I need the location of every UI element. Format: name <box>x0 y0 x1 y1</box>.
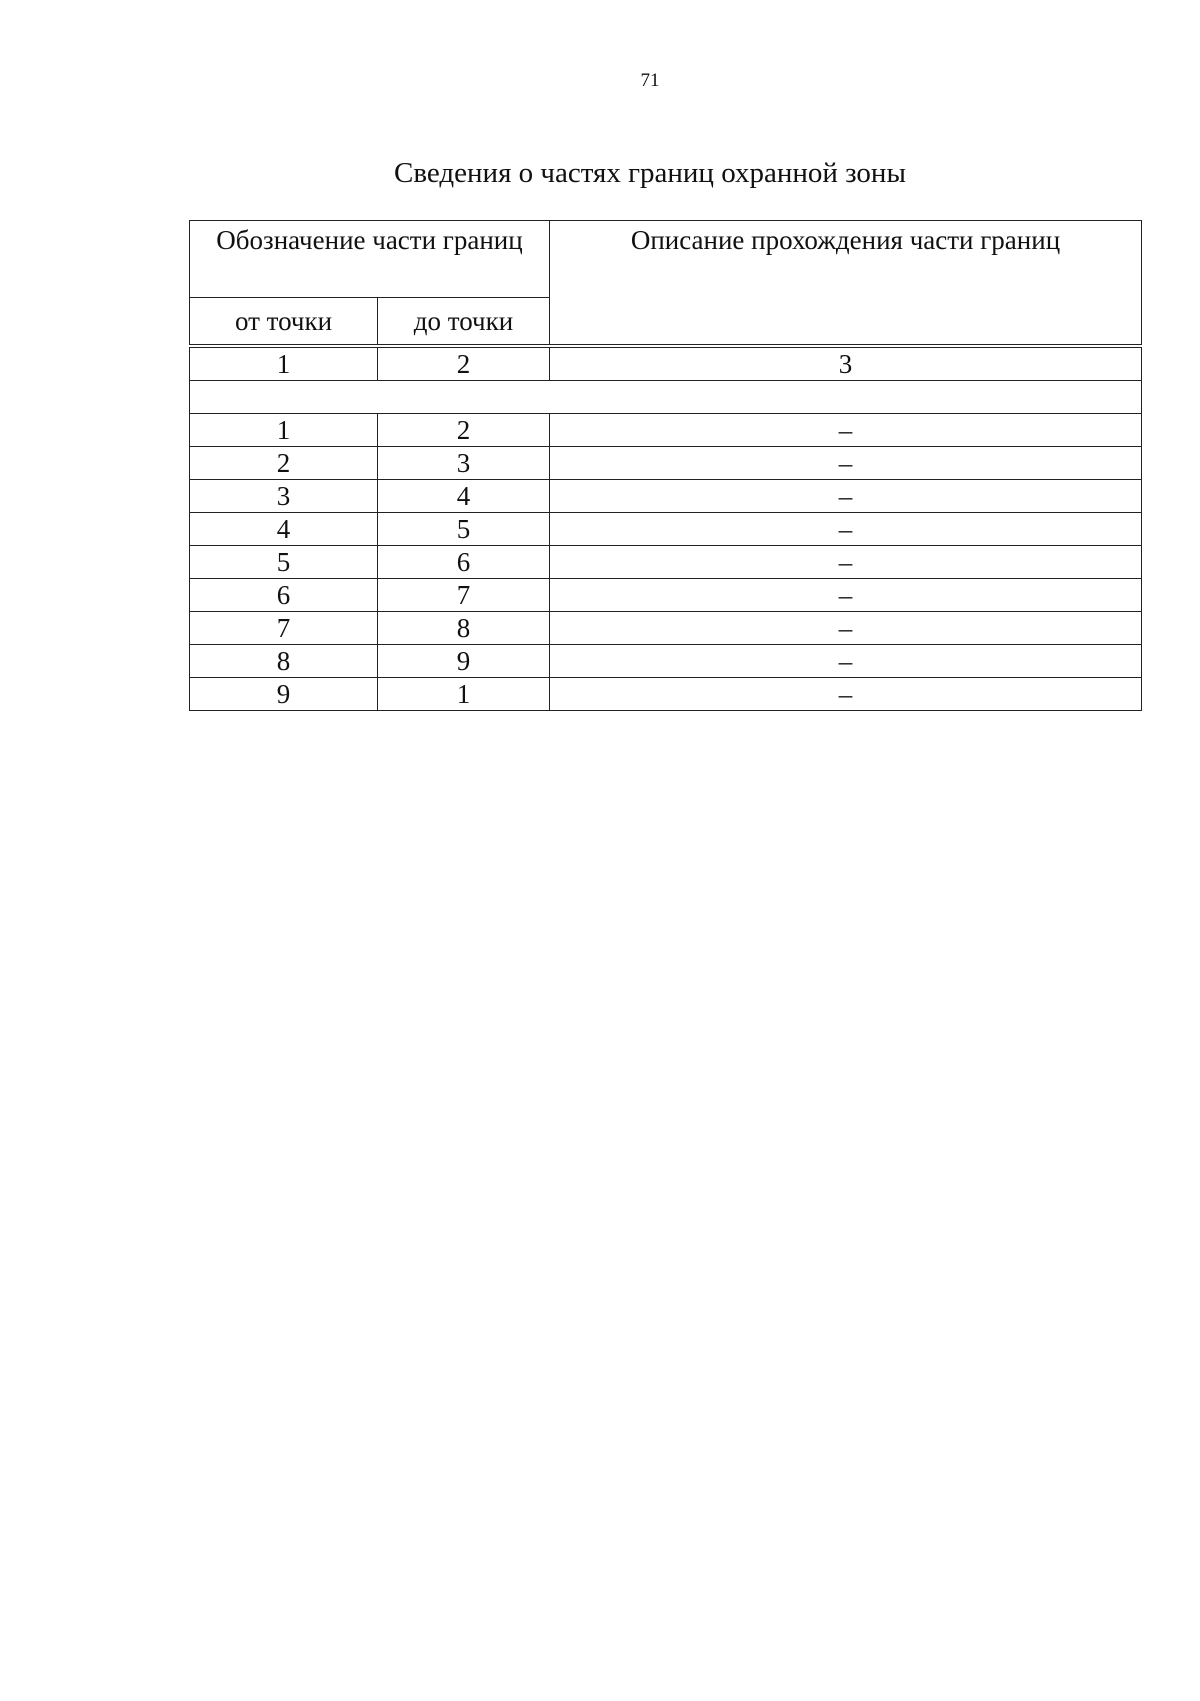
description-cell: – <box>550 414 1142 447</box>
table-row <box>190 678 1142 711</box>
column-number-cell: 1 <box>190 348 378 381</box>
from-point-cell: 9 <box>190 678 378 711</box>
description-cell: – <box>550 579 1142 612</box>
to-point-cell: 4 <box>378 480 550 513</box>
table-row <box>190 612 1142 645</box>
to-point-cell: 3 <box>378 447 550 480</box>
section-cell <box>190 381 1142 414</box>
table-row <box>190 447 1142 480</box>
table-row <box>190 414 1142 447</box>
to-point-cell: 8 <box>378 612 550 645</box>
to-point-cell: 7 <box>378 579 550 612</box>
table-row <box>190 513 1142 546</box>
from-point-cell: 8 <box>190 645 378 678</box>
page-number: 71 <box>640 70 660 91</box>
description-header: Описание прохождения части границ <box>550 221 1142 345</box>
from-point-cell: 6 <box>190 579 378 612</box>
column-number-row <box>190 348 1142 381</box>
from-point-cell: 3 <box>190 480 378 513</box>
table-row <box>190 546 1142 579</box>
from-point-cell: 1 <box>190 414 378 447</box>
description-cell: – <box>550 480 1142 513</box>
table-row <box>190 480 1142 513</box>
document-title: Сведения о частях границ охранной зоны <box>394 157 906 189</box>
from-point-cell: 4 <box>190 513 378 546</box>
to-point-header: до точки <box>378 298 550 345</box>
description-cell: – <box>550 678 1142 711</box>
to-point-cell: 2 <box>378 414 550 447</box>
table-row <box>190 645 1142 678</box>
table-header-row <box>190 221 1142 298</box>
table-body <box>190 414 1142 711</box>
description-cell: – <box>550 645 1142 678</box>
from-point-cell: 2 <box>190 447 378 480</box>
description-cell: – <box>550 447 1142 480</box>
designation-header: Обозначение части границ <box>190 221 550 298</box>
from-point-cell: 5 <box>190 546 378 579</box>
to-point-cell: 9 <box>378 645 550 678</box>
description-cell: – <box>550 546 1142 579</box>
from-point-cell: 7 <box>190 612 378 645</box>
from-point-header: от точки <box>190 298 378 345</box>
column-number-cell: 2 <box>378 348 550 381</box>
description-cell: – <box>550 513 1142 546</box>
to-point-cell: 1 <box>378 678 550 711</box>
section-row <box>190 381 1142 414</box>
column-number-cell: 3 <box>550 348 1142 381</box>
to-point-cell: 5 <box>378 513 550 546</box>
to-point-cell: 6 <box>378 546 550 579</box>
table-row <box>190 579 1142 612</box>
boundary-parts-table <box>189 220 1142 711</box>
description-cell: – <box>550 612 1142 645</box>
